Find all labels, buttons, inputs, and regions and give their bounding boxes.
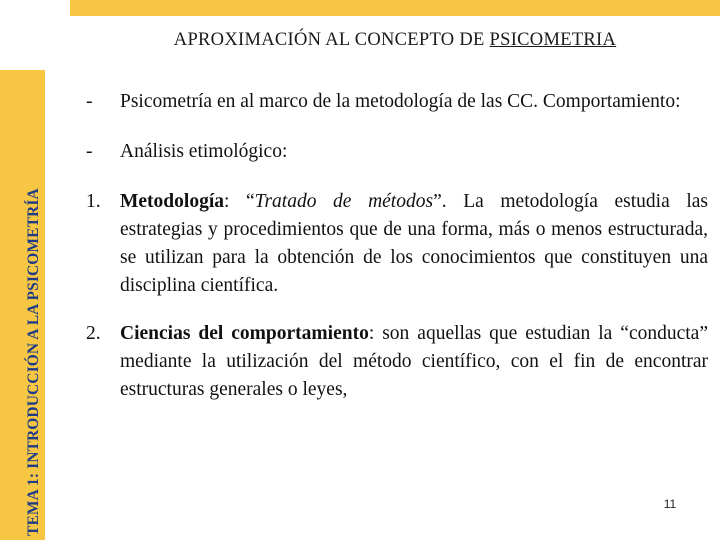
number-marker: 1. xyxy=(86,191,101,212)
list-item xyxy=(86,88,708,116)
list-item xyxy=(86,188,708,300)
item-text xyxy=(120,320,708,404)
slide-content xyxy=(86,88,708,404)
number-marker: 2. xyxy=(86,323,101,344)
page-number: 11 xyxy=(663,497,677,511)
term-metodologia: Metodología xyxy=(120,191,224,212)
dash-marker: - xyxy=(86,91,93,112)
item-text: Psicometría en al marco de la metodología de las CC. Comportamiento: xyxy=(120,91,681,112)
term-colon: : xyxy=(223,191,247,212)
item-text xyxy=(120,188,708,300)
dash-marker: - xyxy=(86,141,93,162)
item-definition: : son aquellas que estudian la “conducta” mediante la utilización del método científico, con el fin de encontrar estructuras generales o leyes, xyxy=(120,323,708,400)
slide-title-prefix: APROXIMACIÓN AL CONCEPTO DE xyxy=(173,30,490,50)
slide-title xyxy=(70,30,720,51)
slide-title-underlined: PSICOMETRIA xyxy=(489,30,617,50)
item-definition: . La metodología estudia las estrategias y procedimientos que de una forma, más o menos estructurada, se utilizan para la obtención de los conocimientos que constituyen una disciplina científica. xyxy=(120,191,708,296)
quote-open: “ xyxy=(246,191,255,212)
item-text: Análisis etimológico: xyxy=(120,141,288,162)
quote-close: ” xyxy=(433,191,442,212)
term-ciencias-comportamiento: Ciencias del comportamiento xyxy=(120,323,369,344)
quote-italic: Tratado de métodos xyxy=(254,191,434,212)
side-section-title: TEMA 1: INTRODUCCIÓN A LA PSICOMETRÍA xyxy=(25,188,42,536)
top-accent-bar xyxy=(70,0,720,16)
list-item xyxy=(86,138,708,166)
list-item xyxy=(86,320,708,404)
